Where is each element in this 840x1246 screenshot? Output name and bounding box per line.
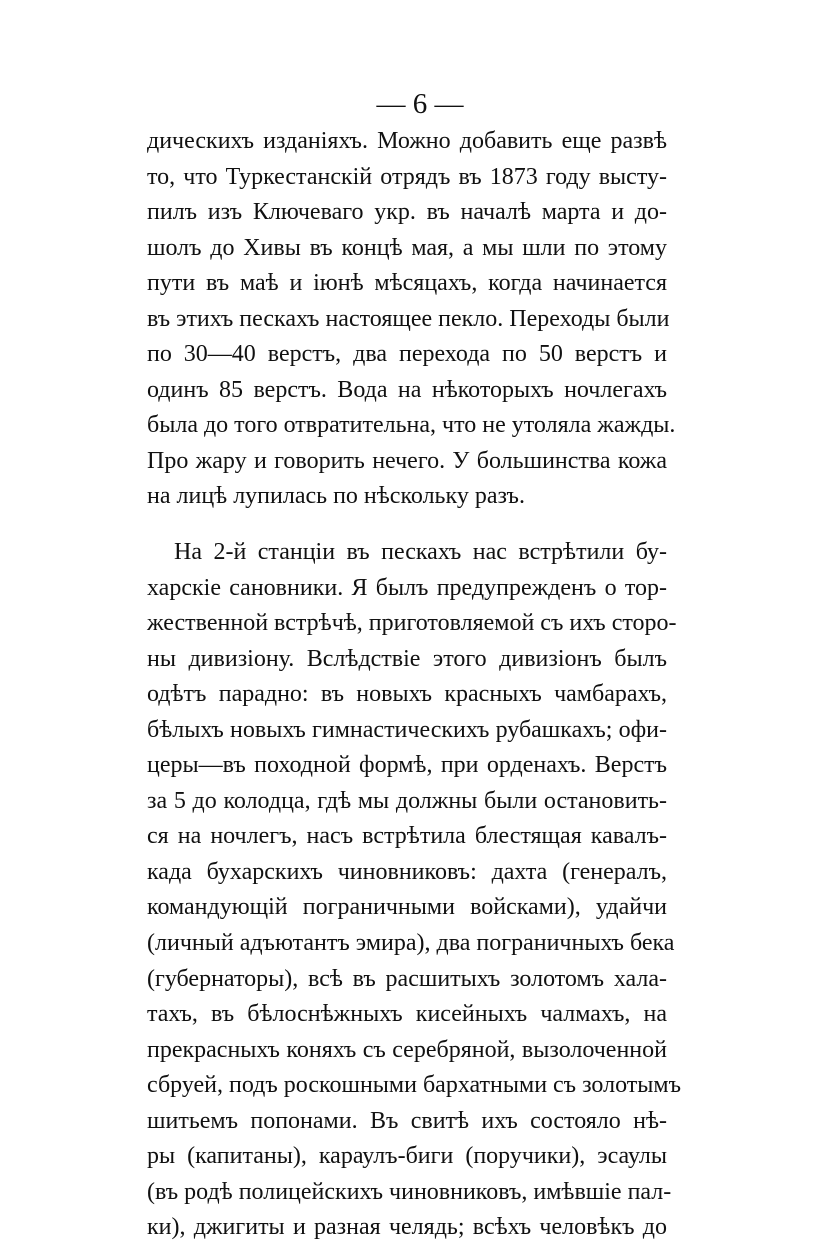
text-line: харскіе сановники. Я былъ предупрежденъ о тор- [147,574,667,601]
text-line: (въ родѣ полицейскихъ чиновниковъ, имѣвшіе пал- [147,1178,672,1205]
text-line: ся на ночлегъ, насъ встрѣтила блестящая кавалъ- [147,823,667,850]
text-line: тахъ, въ бѣлоснѣжныхъ кисейныхъ чалмахъ, на [147,1001,667,1028]
text-line: командующій пограничными войсками), удайчи [147,894,667,921]
text-line: (губернаторы), всѣ въ расшитыхъ золотомъ хала- [147,965,667,992]
text-line: то, что Туркестанскій отрядъ въ 1873 году высту- [147,163,667,190]
body-text [147,124,681,1246]
text-line: пилъ изъ Ключеваго укр. въ началѣ марта и до- [147,199,667,226]
text-line: шитьемъ попонами. Въ свитѣ ихъ состояло нѣ- [147,1107,667,1134]
text-line: одинъ 85 верстъ. Вода на нѣкоторыхъ ночлегахъ [147,376,667,403]
text-line: На 2-й станціи въ пескахъ нас встрѣтили бу- [174,539,667,566]
page-number: — 6 — [376,88,464,120]
text-line: въ этихъ пескахъ настоящее пекло. Переходы были [147,305,670,332]
text-line: сбруей, подъ роскошными бархатными съ золотымъ [147,1072,681,1099]
text-line: Про жару и говорить нечего. У большинства кожа [147,447,667,474]
text-line: одѣтъ парадно: въ новыхъ красныхъ чамбарахъ, [147,681,667,708]
text-line: бѣлыхъ новыхъ гимнастическихъ рубашкахъ; офи- [147,716,667,743]
text-line: прекрасныхъ коняхъ съ серебряной, вызолоченной [147,1036,667,1063]
text-line: (личный адъютантъ эмира), два пограничныхъ бека [147,930,675,957]
text-line: ки), джигиты и разная челядь; всѣхъ человѣкъ до [147,1214,667,1241]
paragraph-gap [147,515,667,535]
text-line: на лицѣ лупилась по нѣскольку разъ. [147,483,525,510]
text-line: када бухарскихъ чиновниковъ: дахта (генералъ, [147,858,667,885]
paragraph [147,535,681,1246]
text-line: жественной встрѣчѣ, приготовляемой съ ихъ сторо- [147,610,677,637]
text-line: шолъ до Хивы въ концѣ мая, а мы шли по этому [147,234,667,261]
text-line: по 30—40 верстъ, два перехода по 50 верстъ и [147,341,667,368]
text-line: церы—въ походной формѣ, при орденахъ. Верстъ [147,752,667,779]
text-line: за 5 до колодца, гдѣ мы должны были остановить- [147,787,667,814]
text-line: ры (капитаны), караулъ-биги (поручики), эсаулы [147,1143,667,1170]
text-line: была до того отвратительна, что не утоляла жажды. [147,412,676,439]
paragraph [147,124,676,515]
text-line: дическихъ изданіяхъ. Можно добавить еще развѣ [147,128,667,154]
text-line: ны дивизіону. Вслѣдствіе этого дивизіонъ былъ [147,645,667,672]
text-line: пути въ маѣ и іюнѣ мѣсяцахъ, когда начинается [147,270,667,297]
